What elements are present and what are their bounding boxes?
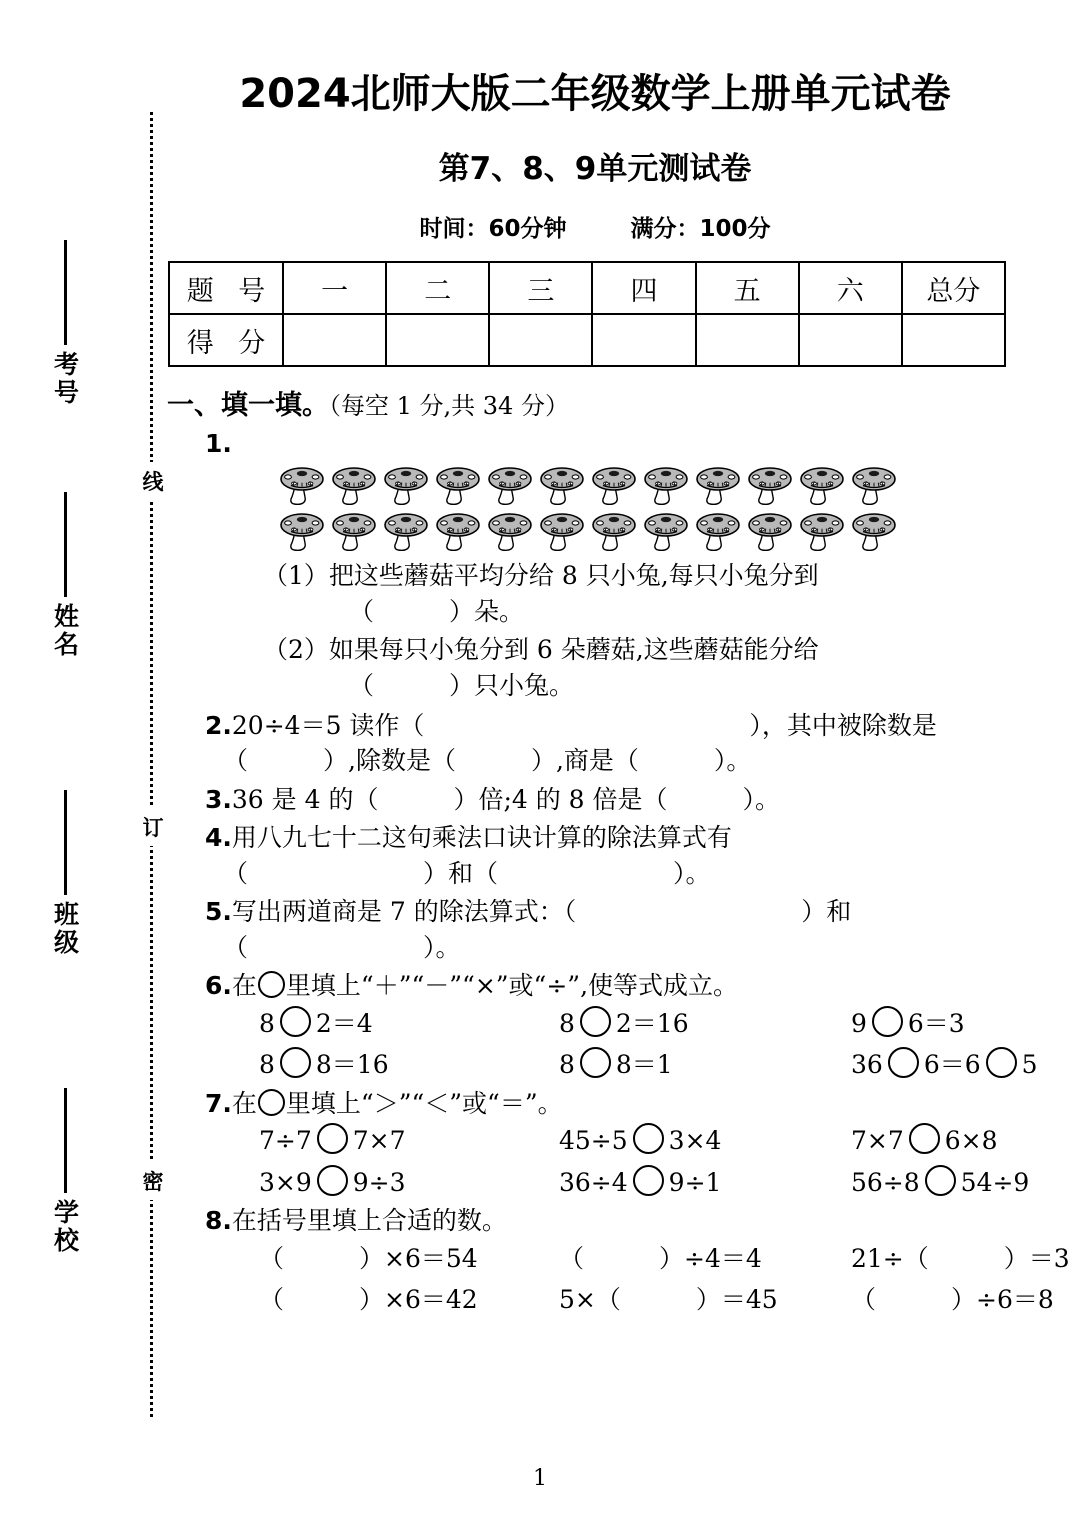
mushroom-icon xyxy=(745,510,795,554)
score-table-col-6: 六 xyxy=(799,262,902,314)
question-1 xyxy=(205,426,1025,705)
equation-item xyxy=(259,1006,559,1042)
equation-item xyxy=(559,1006,851,1042)
questions-body xyxy=(165,383,1070,1318)
question-7 xyxy=(205,1086,1030,1201)
equation-right: 6＝3 xyxy=(907,1008,965,1038)
equation-left: 3×9 xyxy=(259,1167,312,1197)
equation-left: 36÷4 xyxy=(559,1167,628,1197)
equation-item xyxy=(559,1165,851,1201)
margin-label: 学校 xyxy=(50,1199,80,1255)
score-cell-2[interactable] xyxy=(386,314,489,366)
mushroom-illustration xyxy=(277,464,1025,554)
equation-item xyxy=(559,1123,851,1159)
operator-circle-icon[interactable] xyxy=(258,971,285,998)
operator-circle-icon[interactable] xyxy=(986,1047,1017,1078)
mushroom-icon xyxy=(797,510,847,554)
equation-right: 2＝4 xyxy=(315,1008,373,1038)
write-rule xyxy=(64,240,67,345)
write-rule xyxy=(64,1088,67,1193)
score-table-col-4: 四 xyxy=(592,262,695,314)
question-number: 8. xyxy=(205,1206,232,1235)
question-number: 4. xyxy=(205,823,232,852)
mushroom-icon xyxy=(641,510,691,554)
mushroom-icon xyxy=(485,510,535,554)
mushroom-icon xyxy=(433,464,483,508)
seal-dashed-line xyxy=(150,112,156,1417)
question-text[interactable]: 写出两道商是 7 的除法算式：（ ）和 xyxy=(231,897,852,926)
equation-left: 56÷8 xyxy=(851,1167,920,1197)
equation-item xyxy=(851,1165,1029,1201)
sub-line: （2）如果每只小兔分到 6 朵蘑菇,这些蘑菇能分给 xyxy=(263,635,819,664)
question-6 xyxy=(205,968,1038,1083)
page-title: 2024北师大版二年级数学上册单元试卷 xyxy=(239,71,951,117)
score-cell-3[interactable] xyxy=(489,314,592,366)
mushroom-icon xyxy=(589,510,639,554)
equation-right: 9÷3 xyxy=(352,1167,406,1197)
mushroom-icon xyxy=(745,464,795,508)
equation-item xyxy=(851,1047,1038,1083)
equation-left: 45÷5 xyxy=(559,1126,628,1155)
equation-item xyxy=(851,1123,1029,1159)
equation-item[interactable]: （ ）×6＝54 xyxy=(259,1243,478,1273)
question-1-sub-2 xyxy=(263,632,1025,705)
score-cell-4[interactable] xyxy=(592,314,695,366)
mushroom-icon xyxy=(381,464,431,508)
section-heading-text: 一、填一填。 xyxy=(167,390,329,421)
mushroom-icon xyxy=(329,510,379,554)
score-table-row-head-score: 得 分 xyxy=(169,314,283,366)
score-table-col-1: 一 xyxy=(283,262,386,314)
mushroom-icon xyxy=(277,464,327,508)
mushroom-icon xyxy=(433,510,483,554)
equation-right: 3×4 xyxy=(668,1126,722,1155)
score-table-col-5: 五 xyxy=(696,262,799,314)
equation-left: 8 xyxy=(259,1008,275,1038)
table-row-header xyxy=(169,262,1005,314)
operator-circle-icon[interactable] xyxy=(580,1047,611,1078)
question-number: 7. xyxy=(205,1088,232,1118)
comparison-circle-icon[interactable] xyxy=(925,1165,956,1196)
question-4 xyxy=(205,820,1025,891)
question-number: 5. xyxy=(205,897,232,926)
operator-circle-icon[interactable] xyxy=(280,1006,311,1037)
equation-item xyxy=(259,1165,559,1201)
mushroom-icon xyxy=(797,464,847,508)
mushroom-icon xyxy=(329,464,379,508)
equation-left: 9 xyxy=(851,1008,867,1038)
mushroom-icon xyxy=(693,464,743,508)
score-cell-5[interactable] xyxy=(696,314,799,366)
mushroom-icon xyxy=(849,510,899,554)
comparison-circle-icon[interactable] xyxy=(633,1165,664,1196)
score-table-row-head: 题 号 xyxy=(169,262,283,314)
section-points: （每空 1 分,共 34 分） xyxy=(329,392,569,420)
sub-line: （1）把这些蘑菇平均分给 8 只小兔,每只小兔分到 xyxy=(263,560,819,590)
table-row-score xyxy=(169,314,1005,366)
margin-label: 姓名 xyxy=(50,603,80,659)
equation-left: 8 xyxy=(259,1050,275,1079)
operator-circle-icon[interactable] xyxy=(872,1006,903,1037)
page-number: 1 xyxy=(533,1466,547,1491)
comparison-circle-icon[interactable] xyxy=(633,1123,664,1154)
equation-item xyxy=(259,1123,559,1159)
question-prompt-after: 里填上“＋”“－”“×”或“÷”,使等式成立。 xyxy=(285,971,739,1000)
score-table-col-3: 三 xyxy=(489,262,592,314)
sub-line-blank[interactable]: （ ）朵。 xyxy=(349,596,525,626)
question-number: 6. xyxy=(205,971,232,1000)
question-2 xyxy=(205,708,1025,779)
seal-char-bind: 订 xyxy=(138,808,168,846)
equation-item[interactable]: （ ）×6＝42 xyxy=(259,1285,478,1314)
question-text[interactable]: 20÷4＝5 读作（ ），其中被除数是 xyxy=(231,710,937,740)
seal-char-seal: 密 xyxy=(138,1162,168,1200)
mushroom-icon xyxy=(849,464,899,508)
question-number: 1. xyxy=(205,429,232,458)
margin-field-name xyxy=(42,492,88,659)
equation-item[interactable]: （ ）÷6＝8 xyxy=(851,1285,1054,1314)
question-text: 用八九七十二这句乘法口诀计算的除法算式有 xyxy=(231,823,732,852)
mushroom-icon xyxy=(277,510,327,554)
question-7-equations xyxy=(259,1123,1030,1200)
left-margin xyxy=(0,0,165,1527)
equation-right: 6×8 xyxy=(944,1126,998,1155)
equation-right: 5 xyxy=(1021,1050,1038,1079)
comparison-circle-icon[interactable] xyxy=(909,1123,940,1154)
score-table-col-total: 总分 xyxy=(902,262,1005,314)
equation-item xyxy=(259,1047,559,1083)
mushroom-icon xyxy=(485,464,535,508)
question-3 xyxy=(205,782,1025,818)
sub-line-blank[interactable]: （ ）只小兔。 xyxy=(349,671,575,701)
equation-left: 7×7 xyxy=(851,1126,904,1155)
equation-item[interactable]: 21÷（ ）＝3 xyxy=(851,1243,1070,1273)
question-text-line2[interactable]: （ ）。 xyxy=(223,932,461,962)
operator-circle-icon[interactable] xyxy=(580,1006,611,1037)
mushroom-icon xyxy=(589,464,639,508)
score-cell-1[interactable] xyxy=(283,314,386,366)
exam-sheet xyxy=(165,0,1070,1527)
margin-field-exam-number xyxy=(42,240,88,407)
margin-label: 考号 xyxy=(50,351,80,407)
equation-right: 8＝16 xyxy=(315,1050,389,1079)
mushroom-icon xyxy=(537,464,587,508)
mushroom-icon xyxy=(381,510,431,554)
equation-item[interactable]: 5×（ ）＝45 xyxy=(559,1285,778,1314)
question-prompt-before: 在 xyxy=(231,1088,257,1118)
score-cell-total[interactable] xyxy=(902,314,1005,366)
question-8-equations xyxy=(259,1241,1070,1318)
operator-circle-icon[interactable] xyxy=(280,1047,311,1078)
question-text-line2[interactable]: （ ）和（ ）。 xyxy=(223,858,711,888)
comparison-circle-icon[interactable] xyxy=(317,1123,348,1154)
comparison-circle-icon[interactable] xyxy=(258,1089,285,1116)
equation-right: 8＝1 xyxy=(615,1050,673,1079)
mushroom-icon xyxy=(641,464,691,508)
margin-label: 班级 xyxy=(50,901,80,957)
question-6-equations xyxy=(259,1006,1038,1083)
equation-right: 54÷9 xyxy=(960,1167,1030,1197)
question-8 xyxy=(205,1203,1070,1318)
question-prompt-after: 里填上“＞”“＜”或“＝”。 xyxy=(285,1088,563,1118)
question-number: 3. xyxy=(205,784,232,814)
equation-left: 7÷7 xyxy=(259,1126,312,1155)
equation-right: 7×7 xyxy=(352,1126,406,1155)
margin-field-school xyxy=(42,1088,88,1255)
equation-item[interactable]: （ ）÷4＝4 xyxy=(559,1243,762,1273)
mushroom-row xyxy=(277,464,1025,508)
question-text-line2[interactable]: （ ）,除数是（ ）,商是（ ）。 xyxy=(223,746,752,775)
question-text[interactable]: 36 是 4 的（ ）倍;4 的 8 倍是（ ）。 xyxy=(231,784,781,814)
exam-total-label: 满分：100分 xyxy=(630,216,771,242)
question-number: 2. xyxy=(205,710,232,740)
section-heading-fill-in xyxy=(167,383,1025,422)
comparison-circle-icon[interactable] xyxy=(317,1165,348,1196)
write-rule xyxy=(64,790,67,895)
score-table-col-2: 二 xyxy=(386,262,489,314)
equation-item xyxy=(559,1047,851,1083)
write-rule xyxy=(64,492,67,597)
question-5 xyxy=(205,894,1025,965)
equation-left: 8 xyxy=(559,1008,575,1038)
question-prompt: 在括号里填上合适的数。 xyxy=(231,1206,507,1235)
operator-circle-icon[interactable] xyxy=(888,1047,919,1078)
mushroom-icon xyxy=(693,510,743,554)
equation-right: 9÷1 xyxy=(668,1167,722,1197)
equation-left: 36 xyxy=(851,1050,883,1079)
equation-right: 2＝16 xyxy=(615,1008,689,1038)
margin-field-class xyxy=(42,790,88,957)
score-cell-6[interactable] xyxy=(799,314,902,366)
question-1-sub-1 xyxy=(263,558,1025,631)
equation-mid: 6＝6 xyxy=(923,1050,981,1079)
mushroom-icon xyxy=(537,510,587,554)
page-subtitle: 第7、8、9单元测试卷 xyxy=(438,151,752,187)
mushroom-row xyxy=(277,510,1025,554)
equation-left: 8 xyxy=(559,1050,575,1079)
exam-meta xyxy=(165,210,1025,243)
equation-item xyxy=(851,1006,1038,1042)
score-table xyxy=(168,261,1006,367)
exam-time-label: 时间：60分钟 xyxy=(419,216,567,242)
seal-char-line: 线 xyxy=(138,462,168,500)
question-prompt-before: 在 xyxy=(231,971,257,1000)
